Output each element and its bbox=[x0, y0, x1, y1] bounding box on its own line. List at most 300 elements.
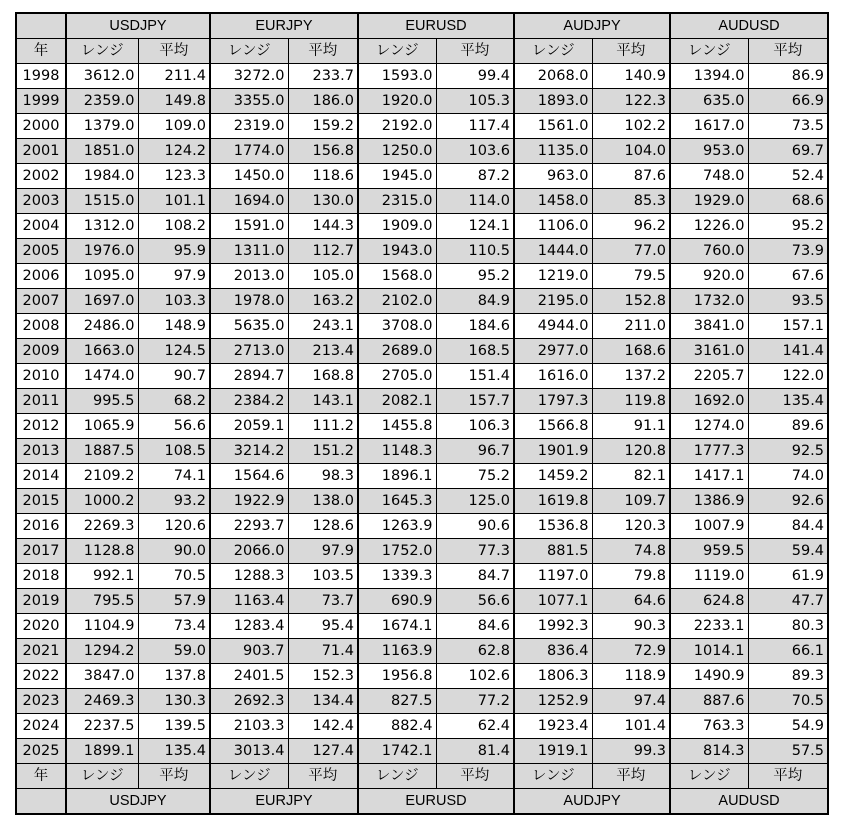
range-cell: 2705.0 bbox=[358, 364, 436, 389]
year-cell: 2009 bbox=[16, 339, 66, 364]
avg-cell: 106.3 bbox=[436, 414, 514, 439]
avg-cell: 119.8 bbox=[592, 389, 670, 414]
avg-cell: 98.3 bbox=[288, 464, 358, 489]
avg-cell: 64.6 bbox=[592, 589, 670, 614]
avg-cell: 47.7 bbox=[748, 589, 828, 614]
avg-cell: 79.5 bbox=[592, 264, 670, 289]
year-cell: 2004 bbox=[16, 214, 66, 239]
avg-cell: 120.6 bbox=[138, 514, 210, 539]
range-cell: 3355.0 bbox=[210, 89, 288, 114]
avg-cell: 135.4 bbox=[748, 389, 828, 414]
avg-cell: 56.6 bbox=[138, 414, 210, 439]
range-cell: 814.3 bbox=[670, 739, 748, 764]
range-cell: 1943.0 bbox=[358, 239, 436, 264]
avg-cell: 125.0 bbox=[436, 489, 514, 514]
range-cell: 1106.0 bbox=[514, 214, 592, 239]
year-cell: 2008 bbox=[16, 314, 66, 339]
range-cell: 1566.8 bbox=[514, 414, 592, 439]
avg-cell: 243.1 bbox=[288, 314, 358, 339]
avg-cell: 99.3 bbox=[592, 739, 670, 764]
range-cell: 1135.0 bbox=[514, 139, 592, 164]
range-header: レンジ bbox=[66, 764, 138, 789]
avg-cell: 124.2 bbox=[138, 139, 210, 164]
range-header: レンジ bbox=[670, 39, 748, 64]
range-cell: 3847.0 bbox=[66, 664, 138, 689]
year-cell: 2019 bbox=[16, 589, 66, 614]
corner-cell bbox=[16, 13, 66, 39]
range-cell: 2692.3 bbox=[210, 689, 288, 714]
year-cell: 2011 bbox=[16, 389, 66, 414]
table-row bbox=[16, 739, 828, 764]
avg-cell: 52.4 bbox=[748, 164, 828, 189]
avg-cell: 82.1 bbox=[592, 464, 670, 489]
range-cell: 2237.5 bbox=[66, 714, 138, 739]
table-row bbox=[16, 264, 828, 289]
avg-cell: 101.4 bbox=[592, 714, 670, 739]
avg-cell: 57.5 bbox=[748, 739, 828, 764]
pair-header-row-bottom bbox=[16, 789, 828, 815]
range-cell: 1945.0 bbox=[358, 164, 436, 189]
range-cell: 1984.0 bbox=[66, 164, 138, 189]
avg-cell: 73.9 bbox=[748, 239, 828, 264]
avg-cell: 127.4 bbox=[288, 739, 358, 764]
table-row bbox=[16, 614, 828, 639]
table-row bbox=[16, 289, 828, 314]
range-cell: 1909.0 bbox=[358, 214, 436, 239]
avg-cell: 211.0 bbox=[592, 314, 670, 339]
range-cell: 1455.8 bbox=[358, 414, 436, 439]
avg-cell: 118.9 bbox=[592, 664, 670, 689]
table-body bbox=[16, 64, 828, 764]
avg-cell: 59.4 bbox=[748, 539, 828, 564]
avg-cell: 134.4 bbox=[288, 689, 358, 714]
avg-cell: 137.2 bbox=[592, 364, 670, 389]
year-cell: 2013 bbox=[16, 439, 66, 464]
range-cell: 1490.9 bbox=[670, 664, 748, 689]
avg-cell: 101.1 bbox=[138, 189, 210, 214]
range-cell: 1163.4 bbox=[210, 589, 288, 614]
avg-cell: 74.8 bbox=[592, 539, 670, 564]
range-cell: 2103.3 bbox=[210, 714, 288, 739]
avg-cell: 92.6 bbox=[748, 489, 828, 514]
range-cell: 2713.0 bbox=[210, 339, 288, 364]
range-cell: 1561.0 bbox=[514, 114, 592, 139]
avg-cell: 62.4 bbox=[436, 714, 514, 739]
range-cell: 795.5 bbox=[66, 589, 138, 614]
table-row bbox=[16, 589, 828, 614]
avg-cell: 142.4 bbox=[288, 714, 358, 739]
range-cell: 2233.1 bbox=[670, 614, 748, 639]
range-cell: 2195.0 bbox=[514, 289, 592, 314]
avg-cell: 143.1 bbox=[288, 389, 358, 414]
avg-cell: 138.0 bbox=[288, 489, 358, 514]
pair-header-usdjpy: USDJPY bbox=[66, 789, 210, 815]
avg-cell: 87.6 bbox=[592, 164, 670, 189]
avg-cell: 97.9 bbox=[138, 264, 210, 289]
range-cell: 1450.0 bbox=[210, 164, 288, 189]
range-cell: 1283.4 bbox=[210, 614, 288, 639]
range-cell: 1956.8 bbox=[358, 664, 436, 689]
range-cell: 827.5 bbox=[358, 689, 436, 714]
year-header: 年 bbox=[16, 39, 66, 64]
range-cell: 1901.9 bbox=[514, 439, 592, 464]
avg-header: 平均 bbox=[288, 764, 358, 789]
range-header: レンジ bbox=[210, 764, 288, 789]
avg-cell: 91.1 bbox=[592, 414, 670, 439]
range-cell: 2102.0 bbox=[358, 289, 436, 314]
avg-cell: 103.6 bbox=[436, 139, 514, 164]
avg-cell: 102.2 bbox=[592, 114, 670, 139]
table-row bbox=[16, 689, 828, 714]
range-cell: 2319.0 bbox=[210, 114, 288, 139]
range-cell: 748.0 bbox=[670, 164, 748, 189]
avg-cell: 84.9 bbox=[436, 289, 514, 314]
range-cell: 1294.2 bbox=[66, 639, 138, 664]
avg-cell: 213.4 bbox=[288, 339, 358, 364]
year-cell: 2003 bbox=[16, 189, 66, 214]
avg-cell: 84.4 bbox=[748, 514, 828, 539]
table-row bbox=[16, 539, 828, 564]
year-cell: 2014 bbox=[16, 464, 66, 489]
avg-cell: 92.5 bbox=[748, 439, 828, 464]
avg-header: 平均 bbox=[138, 764, 210, 789]
range-cell: 1119.0 bbox=[670, 564, 748, 589]
table-row bbox=[16, 664, 828, 689]
year-cell: 2016 bbox=[16, 514, 66, 539]
range-cell: 1536.8 bbox=[514, 514, 592, 539]
range-cell: 2192.0 bbox=[358, 114, 436, 139]
table-row bbox=[16, 714, 828, 739]
range-cell: 1065.9 bbox=[66, 414, 138, 439]
range-cell: 3841.0 bbox=[670, 314, 748, 339]
avg-cell: 67.6 bbox=[748, 264, 828, 289]
range-cell: 1444.0 bbox=[514, 239, 592, 264]
avg-cell: 85.3 bbox=[592, 189, 670, 214]
table-row bbox=[16, 364, 828, 389]
year-cell: 2021 bbox=[16, 639, 66, 664]
range-cell: 920.0 bbox=[670, 264, 748, 289]
range-cell: 3161.0 bbox=[670, 339, 748, 364]
range-cell: 1899.1 bbox=[66, 739, 138, 764]
range-cell: 1459.2 bbox=[514, 464, 592, 489]
range-cell: 882.4 bbox=[358, 714, 436, 739]
range-cell: 1922.9 bbox=[210, 489, 288, 514]
year-cell: 1999 bbox=[16, 89, 66, 114]
avg-cell: 96.2 bbox=[592, 214, 670, 239]
range-cell: 2205.7 bbox=[670, 364, 748, 389]
range-cell: 1515.0 bbox=[66, 189, 138, 214]
pair-header-row-top bbox=[16, 13, 828, 39]
avg-cell: 156.8 bbox=[288, 139, 358, 164]
range-cell: 3272.0 bbox=[210, 64, 288, 89]
range-cell: 1920.0 bbox=[358, 89, 436, 114]
range-cell: 1417.1 bbox=[670, 464, 748, 489]
range-cell: 887.6 bbox=[670, 689, 748, 714]
range-cell: 1104.9 bbox=[66, 614, 138, 639]
avg-header: 平均 bbox=[748, 764, 828, 789]
range-cell: 959.5 bbox=[670, 539, 748, 564]
range-cell: 1474.0 bbox=[66, 364, 138, 389]
range-cell: 1742.1 bbox=[358, 739, 436, 764]
avg-cell: 66.1 bbox=[748, 639, 828, 664]
range-cell: 1288.3 bbox=[210, 564, 288, 589]
avg-cell: 68.2 bbox=[138, 389, 210, 414]
avg-cell: 135.4 bbox=[138, 739, 210, 764]
avg-cell: 233.7 bbox=[288, 64, 358, 89]
range-cell: 1674.1 bbox=[358, 614, 436, 639]
avg-cell: 120.8 bbox=[592, 439, 670, 464]
avg-cell: 90.6 bbox=[436, 514, 514, 539]
avg-cell: 148.9 bbox=[138, 314, 210, 339]
range-cell: 3708.0 bbox=[358, 314, 436, 339]
year-cell: 2000 bbox=[16, 114, 66, 139]
avg-cell: 140.9 bbox=[592, 64, 670, 89]
pair-header-usdjpy: USDJPY bbox=[66, 13, 210, 39]
year-cell: 2024 bbox=[16, 714, 66, 739]
avg-cell: 59.0 bbox=[138, 639, 210, 664]
table-row bbox=[16, 64, 828, 89]
avg-cell: 97.4 bbox=[592, 689, 670, 714]
avg-cell: 84.7 bbox=[436, 564, 514, 589]
avg-cell: 73.4 bbox=[138, 614, 210, 639]
avg-cell: 152.3 bbox=[288, 664, 358, 689]
avg-cell: 103.5 bbox=[288, 564, 358, 589]
year-cell: 2023 bbox=[16, 689, 66, 714]
avg-cell: 102.6 bbox=[436, 664, 514, 689]
avg-cell: 99.4 bbox=[436, 64, 514, 89]
pair-header-audjpy: AUDJPY bbox=[514, 789, 670, 815]
range-cell: 1697.0 bbox=[66, 289, 138, 314]
range-cell: 836.4 bbox=[514, 639, 592, 664]
avg-cell: 118.6 bbox=[288, 164, 358, 189]
range-header: レンジ bbox=[358, 39, 436, 64]
avg-header: 平均 bbox=[592, 764, 670, 789]
avg-cell: 112.7 bbox=[288, 239, 358, 264]
avg-cell: 122.3 bbox=[592, 89, 670, 114]
avg-cell: 128.6 bbox=[288, 514, 358, 539]
avg-cell: 103.3 bbox=[138, 289, 210, 314]
year-cell: 2020 bbox=[16, 614, 66, 639]
year-cell: 2007 bbox=[16, 289, 66, 314]
avg-cell: 93.5 bbox=[748, 289, 828, 314]
range-cell: 1593.0 bbox=[358, 64, 436, 89]
range-cell: 2293.7 bbox=[210, 514, 288, 539]
range-cell: 1893.0 bbox=[514, 89, 592, 114]
avg-cell: 74.1 bbox=[138, 464, 210, 489]
range-cell: 1458.0 bbox=[514, 189, 592, 214]
range-cell: 1896.1 bbox=[358, 464, 436, 489]
year-cell: 2005 bbox=[16, 239, 66, 264]
range-cell: 2109.2 bbox=[66, 464, 138, 489]
avg-cell: 122.0 bbox=[748, 364, 828, 389]
avg-cell: 97.9 bbox=[288, 539, 358, 564]
year-cell: 2002 bbox=[16, 164, 66, 189]
avg-cell: 149.8 bbox=[138, 89, 210, 114]
range-header: レンジ bbox=[670, 764, 748, 789]
avg-cell: 105.3 bbox=[436, 89, 514, 114]
avg-cell: 109.7 bbox=[592, 489, 670, 514]
avg-cell: 80.3 bbox=[748, 614, 828, 639]
year-cell: 2010 bbox=[16, 364, 66, 389]
range-cell: 1274.0 bbox=[670, 414, 748, 439]
table-row bbox=[16, 139, 828, 164]
range-cell: 1148.3 bbox=[358, 439, 436, 464]
range-cell: 2486.0 bbox=[66, 314, 138, 339]
table-row bbox=[16, 389, 828, 414]
range-cell: 1887.5 bbox=[66, 439, 138, 464]
range-cell: 2469.3 bbox=[66, 689, 138, 714]
range-cell: 1386.9 bbox=[670, 489, 748, 514]
year-cell: 2018 bbox=[16, 564, 66, 589]
sub-header-row-bottom bbox=[16, 764, 828, 789]
pair-header-audjpy: AUDJPY bbox=[514, 13, 670, 39]
range-cell: 1095.0 bbox=[66, 264, 138, 289]
pair-header-audusd: AUDUSD bbox=[670, 789, 828, 815]
avg-header: 平均 bbox=[436, 764, 514, 789]
table-row bbox=[16, 314, 828, 339]
range-cell: 2894.7 bbox=[210, 364, 288, 389]
avg-cell: 87.2 bbox=[436, 164, 514, 189]
avg-cell: 110.5 bbox=[436, 239, 514, 264]
table-row bbox=[16, 189, 828, 214]
avg-cell: 62.8 bbox=[436, 639, 514, 664]
range-cell: 1568.0 bbox=[358, 264, 436, 289]
range-header: レンジ bbox=[514, 39, 592, 64]
range-cell: 3612.0 bbox=[66, 64, 138, 89]
range-cell: 1000.2 bbox=[66, 489, 138, 514]
range-cell: 3013.4 bbox=[210, 739, 288, 764]
range-header: レンジ bbox=[514, 764, 592, 789]
avg-cell: 114.0 bbox=[436, 189, 514, 214]
avg-cell: 56.6 bbox=[436, 589, 514, 614]
avg-cell: 105.0 bbox=[288, 264, 358, 289]
range-cell: 1226.0 bbox=[670, 214, 748, 239]
table-row bbox=[16, 564, 828, 589]
range-cell: 1619.8 bbox=[514, 489, 592, 514]
range-cell: 2384.2 bbox=[210, 389, 288, 414]
avg-header: 平均 bbox=[138, 39, 210, 64]
year-cell: 2006 bbox=[16, 264, 66, 289]
range-cell: 2066.0 bbox=[210, 539, 288, 564]
avg-cell: 90.3 bbox=[592, 614, 670, 639]
range-cell: 1077.1 bbox=[514, 589, 592, 614]
avg-cell: 123.3 bbox=[138, 164, 210, 189]
range-cell: 1197.0 bbox=[514, 564, 592, 589]
table-row bbox=[16, 214, 828, 239]
range-header: レンジ bbox=[210, 39, 288, 64]
avg-cell: 73.7 bbox=[288, 589, 358, 614]
range-cell: 903.7 bbox=[210, 639, 288, 664]
range-cell: 1163.9 bbox=[358, 639, 436, 664]
avg-cell: 124.5 bbox=[138, 339, 210, 364]
corner-cell bbox=[16, 789, 66, 815]
avg-cell: 117.4 bbox=[436, 114, 514, 139]
avg-cell: 109.0 bbox=[138, 114, 210, 139]
range-cell: 1564.6 bbox=[210, 464, 288, 489]
avg-cell: 89.3 bbox=[748, 664, 828, 689]
range-cell: 1919.1 bbox=[514, 739, 592, 764]
avg-cell: 54.9 bbox=[748, 714, 828, 739]
year-header: 年 bbox=[16, 764, 66, 789]
avg-cell: 108.5 bbox=[138, 439, 210, 464]
range-cell: 1616.0 bbox=[514, 364, 592, 389]
pair-header-eurusd: EURUSD bbox=[358, 13, 514, 39]
table-row bbox=[16, 239, 828, 264]
year-cell: 2022 bbox=[16, 664, 66, 689]
avg-cell: 157.7 bbox=[436, 389, 514, 414]
fx-range-table bbox=[15, 12, 829, 815]
year-cell: 1998 bbox=[16, 64, 66, 89]
range-cell: 881.5 bbox=[514, 539, 592, 564]
avg-cell: 124.1 bbox=[436, 214, 514, 239]
range-cell: 1851.0 bbox=[66, 139, 138, 164]
range-cell: 995.5 bbox=[66, 389, 138, 414]
table-row bbox=[16, 164, 828, 189]
pair-header-eurjpy: EURJPY bbox=[210, 789, 358, 815]
table-row bbox=[16, 489, 828, 514]
range-cell: 963.0 bbox=[514, 164, 592, 189]
range-cell: 1663.0 bbox=[66, 339, 138, 364]
avg-cell: 74.0 bbox=[748, 464, 828, 489]
pair-header-eurusd: EURUSD bbox=[358, 789, 514, 815]
range-cell: 1219.0 bbox=[514, 264, 592, 289]
range-cell: 1312.0 bbox=[66, 214, 138, 239]
avg-cell: 93.2 bbox=[138, 489, 210, 514]
avg-cell: 130.3 bbox=[138, 689, 210, 714]
range-cell: 690.9 bbox=[358, 589, 436, 614]
table-row bbox=[16, 439, 828, 464]
range-cell: 1128.8 bbox=[66, 539, 138, 564]
range-cell: 760.0 bbox=[670, 239, 748, 264]
avg-cell: 151.4 bbox=[436, 364, 514, 389]
avg-cell: 211.4 bbox=[138, 64, 210, 89]
range-cell: 2269.3 bbox=[66, 514, 138, 539]
range-cell: 1797.3 bbox=[514, 389, 592, 414]
table-row bbox=[16, 514, 828, 539]
range-cell: 1379.0 bbox=[66, 114, 138, 139]
range-cell: 1311.0 bbox=[210, 239, 288, 264]
avg-cell: 159.2 bbox=[288, 114, 358, 139]
range-cell: 1806.3 bbox=[514, 664, 592, 689]
avg-header: 平均 bbox=[288, 39, 358, 64]
avg-cell: 186.0 bbox=[288, 89, 358, 114]
range-cell: 1777.3 bbox=[670, 439, 748, 464]
avg-cell: 68.6 bbox=[748, 189, 828, 214]
avg-cell: 70.5 bbox=[138, 564, 210, 589]
range-cell: 1591.0 bbox=[210, 214, 288, 239]
range-cell: 1394.0 bbox=[670, 64, 748, 89]
range-cell: 1339.3 bbox=[358, 564, 436, 589]
avg-cell: 66.9 bbox=[748, 89, 828, 114]
range-cell: 2359.0 bbox=[66, 89, 138, 114]
table-row bbox=[16, 114, 828, 139]
avg-cell: 108.2 bbox=[138, 214, 210, 239]
avg-cell: 95.9 bbox=[138, 239, 210, 264]
avg-cell: 120.3 bbox=[592, 514, 670, 539]
range-cell: 1250.0 bbox=[358, 139, 436, 164]
range-cell: 1929.0 bbox=[670, 189, 748, 214]
range-header: レンジ bbox=[66, 39, 138, 64]
avg-cell: 157.1 bbox=[748, 314, 828, 339]
range-cell: 763.3 bbox=[670, 714, 748, 739]
range-cell: 953.0 bbox=[670, 139, 748, 164]
range-cell: 2977.0 bbox=[514, 339, 592, 364]
range-cell: 1694.0 bbox=[210, 189, 288, 214]
range-cell: 992.1 bbox=[66, 564, 138, 589]
range-cell: 624.8 bbox=[670, 589, 748, 614]
avg-cell: 137.8 bbox=[138, 664, 210, 689]
avg-cell: 96.7 bbox=[436, 439, 514, 464]
